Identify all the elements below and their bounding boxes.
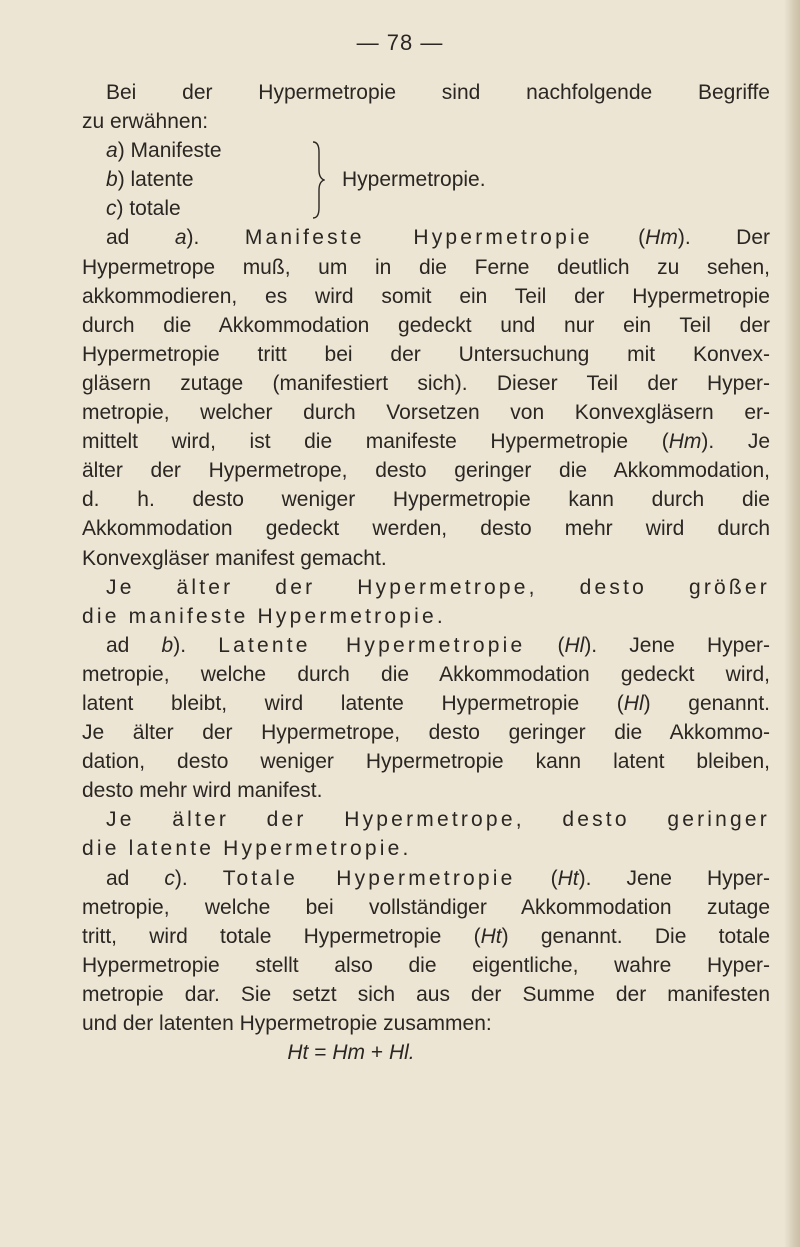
list-item: b) latente xyxy=(106,168,194,192)
text-line: d. h. desto weniger Hypermetropie kann durch die xyxy=(82,488,770,512)
text-line: Hypermetropie tritt bei der Untersuchung mit Konvex- xyxy=(82,342,770,366)
text-line: Akkommodation gedeckt werden, desto mehr wird durch xyxy=(82,517,770,541)
text-line: Konvexgläser manifest gemacht. xyxy=(82,546,387,570)
text-line: metropie, welche durch die Akkommodation gedeckt wird, xyxy=(82,662,770,686)
formula: Ht = Hm + Hl. xyxy=(287,1041,415,1065)
page-edge-shadow xyxy=(784,0,800,1247)
rule-line: Je älter der Hypermetrope, desto geringer xyxy=(106,808,770,832)
section-a-heading-line: ad a). Manifeste Hypermetropie (Hm). Der xyxy=(106,226,770,250)
list-group-label: Hypermetropie. xyxy=(342,168,486,192)
text-line: metropie dar. Sie setzt sich aus der Summe der manifesten xyxy=(82,982,770,1006)
text-line: Hypermetrope muß, um in die Ferne deutlich zu sehen, xyxy=(82,255,770,279)
text-line: mittelt wird, ist die manifeste Hypermetropie (Hm). Je xyxy=(82,430,771,454)
intro-line: Bei der Hypermetropie sind nachfolgende Begriffe xyxy=(106,81,770,104)
text-line: älter der Hypermetrope, desto geringer die Akkommodation, xyxy=(82,459,770,483)
section-c-title: Totale Hypermetropie xyxy=(222,866,516,890)
text-line: metropie, welcher durch Vorsetzen von Konvexgläsern er- xyxy=(82,401,770,425)
section-b-title: Latente Hypermetropie xyxy=(218,633,526,657)
text-line: und der latenten Hypermetropie zusammen: xyxy=(82,1012,492,1036)
rule-line: die manifeste Hypermetropie. xyxy=(82,604,446,628)
section-b-heading-line: ad b). Latente Hypermetropie (Hl). Jene Hyper- xyxy=(106,633,770,657)
text-line: desto mehr wird manifest. xyxy=(82,779,323,803)
text-line: gläsern zutage (manifestiert sich). Dieser Teil der Hyper- xyxy=(82,371,770,395)
page-number: — 78 — xyxy=(356,30,444,55)
text-line: metropie, welche bei vollständiger Akkommodation zutage xyxy=(82,895,770,919)
intro-line: zu erwähnen: xyxy=(82,110,209,134)
text-line: dation, desto weniger Hypermetropie kann latent bleiben, xyxy=(82,750,770,774)
text-line: durch die Akkommodation gedeckt und nur ein Teil der xyxy=(82,313,770,337)
text-line: Je älter der Hypermetrope, desto geringer die Akkommo- xyxy=(82,721,770,745)
page-body xyxy=(82,78,770,1067)
right-brace-icon xyxy=(311,140,325,220)
list-item: c) totale xyxy=(106,197,181,221)
list-item: a) Manifeste xyxy=(106,139,222,163)
text-line: tritt, wird totale Hypermetropie (Ht) genannt. Die totale xyxy=(82,924,770,948)
section-a-title: Manifeste Hypermetropie xyxy=(244,226,593,250)
rule-line: Je älter der Hypermetrope, desto größer xyxy=(106,575,770,599)
term-list xyxy=(82,136,770,223)
section-c-heading-line: ad c). Totale Hypermetropie (Ht). Jene Hyper- xyxy=(106,866,771,890)
text-line: latent bleibt, wird latente Hypermetropie (Hl) genannt. xyxy=(82,691,771,715)
text-line: akkommodieren, es wird somit ein Teil der Hypermetropie xyxy=(82,284,770,308)
text-line: Hypermetropie stellt also die eigentliche, wahre Hyper- xyxy=(82,953,770,977)
rule-line: die latente Hypermetropie. xyxy=(82,837,412,861)
